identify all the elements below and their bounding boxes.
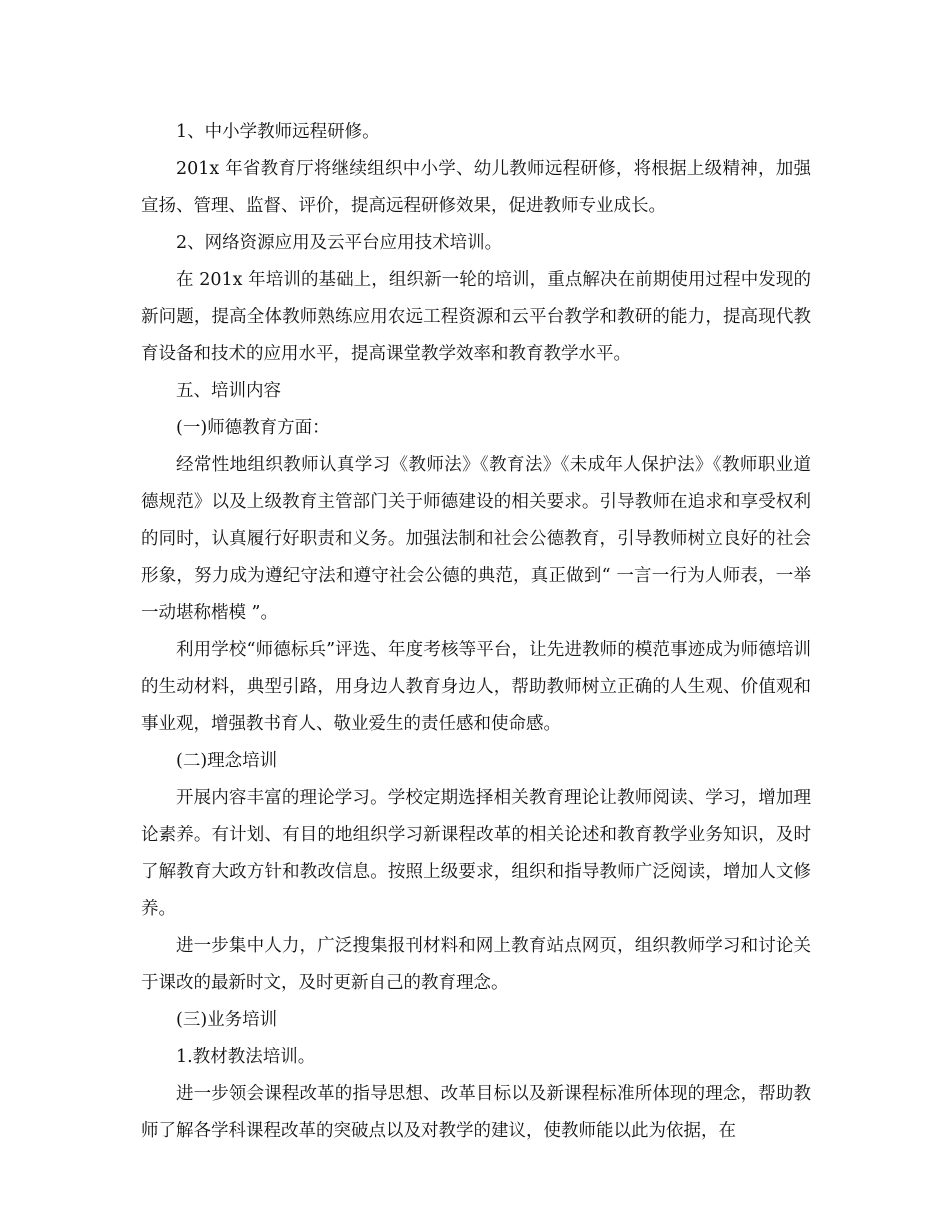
item-2-network-resources: 2、网络资源应用及云平台应用技术培训。	[176, 233, 503, 253]
paragraph-curriculum-reform: 进一步集中人力，广泛搜集报刊材料和网上教育站点网页，组织教师学习和讨论关于课改的最新时文，及时更新自己的教育理念。	[141, 936, 811, 993]
section-heading-training-content: 五、培训内容	[176, 381, 281, 401]
paragraph-ethics-study: 经常性地组织教师认真学习《教师法》《教育法》《未成年人保护法》《教师职业道德规范》以及上级教育主管部门关于师德建设的相关要求。引导教师在追求和享受权利的同时，认真履行好职责和义务。加强法制和社会公德教育，引导教师树立良好的社会形象，努力成为遵纪守法和遵守社会公德的典范，真正做到“ 一言一行为人师表，一举一动堪称楷模 ”。	[141, 455, 811, 623]
paragraph-textbook-training: 进一步领会课程改革的指导思想、改革目标以及新课程标准所体现的理念，帮助教师了解各学科课程改革的突破点以及对教学的建议，使教师能以此为依据，在	[141, 1084, 811, 1141]
item-1-remote-training: 1、中小学教师远程研修。	[176, 122, 380, 142]
paragraph-network-resources: 在 201x 年培训的基础上，组织新一轮的培训，重点解决在前期使用过程中发现的新问题，提高全体教师熟练应用农远工程资源和云平台教学和教研的能力，提高现代教育设备和技术的应用水平，提高课堂教学效率和教育教学水平。	[141, 270, 811, 364]
item-1-textbook-training: 1.教材教法培训。	[176, 1047, 316, 1067]
subheading-business-training: (三)业务培训	[176, 1010, 278, 1030]
paragraph-ethics-models: 利用学校“师德标兵”评选、年度考核等平台，让先进教师的模范事迹成为师德培训的生动材料，典型引路，用身边人教育身边人，帮助教师树立正确的人生观、价值观和事业观，增强教书育人、敬业爱生的责任感和使命感。	[141, 640, 811, 734]
subheading-concept-training: (二)理念培训	[176, 751, 278, 771]
paragraph-remote-training: 201x 年省教育厅将继续组织中小学、幼儿教师远程研修，将根据上级精神，加强宣扬、管理、监督、评价，提高远程研修效果，促进教师专业成长。	[141, 159, 811, 216]
paragraph-theory-study: 开展内容丰富的理论学习。学校定期选择相关教育理论让教师阅读、学习，增加理论素养。有计划、有目的地组织学习新课程改革的相关论述和教育教学业务知识，及时了解教育大政方针和教改信息。按照上级要求，组织和指导教师广泛阅读，增加人文修养。	[141, 788, 811, 919]
document-body	[141, 114, 811, 1150]
subheading-ethics: (一)师德教育方面：	[176, 418, 330, 438]
